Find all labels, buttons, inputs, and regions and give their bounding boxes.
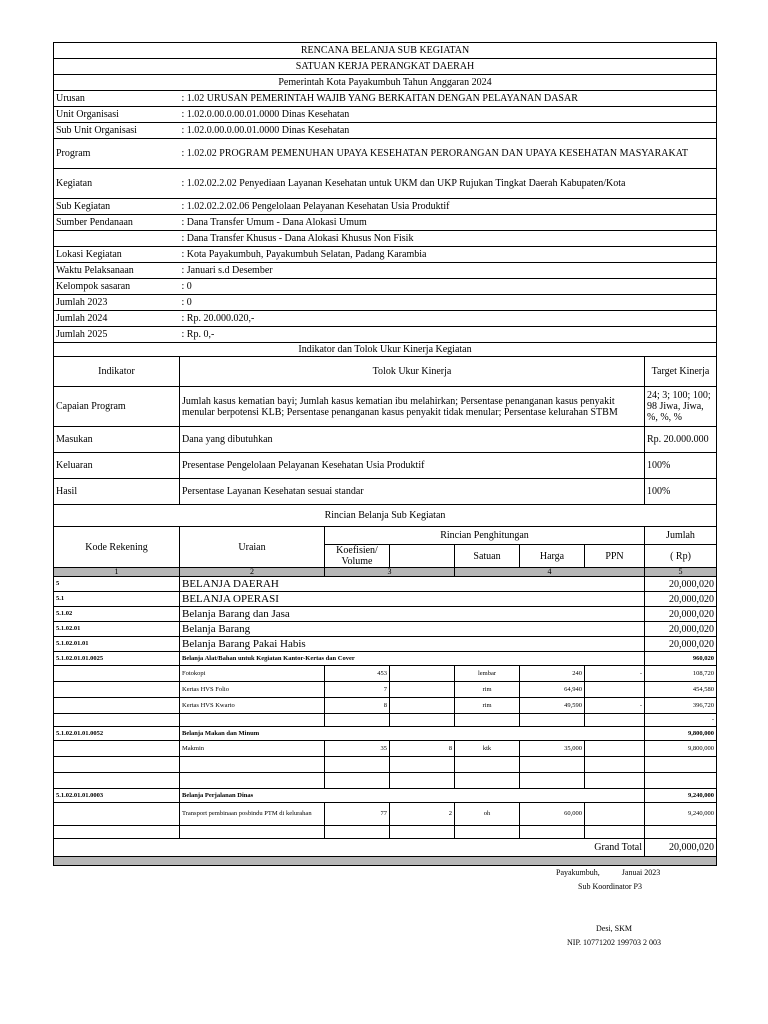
item-row bbox=[54, 682, 717, 698]
account-amount: 20,000,020 bbox=[645, 592, 717, 607]
info-row bbox=[54, 295, 717, 311]
item-unit: rim bbox=[455, 698, 520, 714]
info-row bbox=[54, 91, 717, 107]
item-price: 64,940 bbox=[520, 682, 585, 698]
indikator-tolok: Dana yang dibutuhkan bbox=[180, 427, 645, 453]
account-name: BELANJA OPERASI bbox=[180, 592, 645, 607]
info-row bbox=[54, 263, 717, 279]
group-amount: 960,020 bbox=[645, 652, 717, 666]
account-code: 5.1.02.01.01 bbox=[54, 637, 180, 652]
signature-nip: NIP. 10771202 199703 2 003 bbox=[567, 938, 662, 947]
item-volume: 77 bbox=[325, 803, 390, 826]
info-value: : 1.02 URUSAN PEMERINTAH WAJIB YANG BERKAITAN DENGAN PELAYANAN DASAR bbox=[180, 91, 717, 107]
info-value: : 1.02.02 PROGRAM PEMENUHAN UPAYA KESEHATAN PERORANGAN DAN UPAYA KESEHATAN MASYARAKAT bbox=[180, 139, 717, 169]
item-volume bbox=[325, 826, 390, 839]
signature-date: Januai 2023 bbox=[621, 868, 661, 877]
group-name: Belanja Perjalanan Dinas bbox=[180, 789, 645, 803]
indikator-header: Indikator bbox=[54, 357, 180, 387]
item-price bbox=[520, 757, 585, 773]
item-price bbox=[520, 826, 585, 839]
info-value: : 1.02.02.2.02.06 Pengelolaan Pelayanan Kesehatan Usia Produktif bbox=[180, 199, 717, 215]
info-value: : 0 bbox=[180, 295, 717, 311]
indikator-row bbox=[54, 427, 717, 453]
account-row bbox=[54, 607, 717, 622]
indikator-target: 100% bbox=[645, 453, 717, 479]
doc-year: Pemerintah Kota Payakumbuh Tahun Anggaran 2024 bbox=[54, 75, 717, 91]
indikator-name: Hasil bbox=[54, 479, 180, 505]
info-label: Sub Kegiatan bbox=[54, 199, 180, 215]
ppn-header: PPN bbox=[585, 545, 645, 568]
item-amount bbox=[645, 773, 717, 789]
column-number-row bbox=[54, 568, 717, 577]
item-row bbox=[54, 698, 717, 714]
target-header: Target Kinerja bbox=[645, 357, 717, 387]
col-num: 2 bbox=[180, 568, 325, 577]
info-label: Jumlah 2025 bbox=[54, 327, 180, 343]
signature-role: Sub Koordinator P3 bbox=[578, 882, 642, 891]
item-volume bbox=[325, 714, 390, 727]
item-row bbox=[54, 666, 717, 682]
info-value: : Dana Transfer Umum - Dana Alokasi Umum bbox=[180, 215, 717, 231]
item-ppn bbox=[585, 803, 645, 826]
satuan-header: Satuan bbox=[455, 545, 520, 568]
kode-header: Kode Rekening bbox=[54, 527, 180, 568]
item-ppn bbox=[585, 714, 645, 727]
account-code: 5.1 bbox=[54, 592, 180, 607]
item-code bbox=[54, 714, 180, 727]
item-amount bbox=[645, 757, 717, 773]
group-row bbox=[54, 652, 717, 666]
item-volume bbox=[325, 773, 390, 789]
group-name: Belanja Makan dan Minum bbox=[180, 727, 645, 741]
account-row bbox=[54, 637, 717, 652]
info-row bbox=[54, 279, 717, 295]
info-value: : 1.02.02.2.02 Penyediaan Layanan Kesehatan untuk UKM dan UKP Rujukan Tingkat Daerah Kabupaten/Kota bbox=[180, 169, 717, 199]
group-amount: 9,800,000 bbox=[645, 727, 717, 741]
info-label: Sub Unit Organisasi bbox=[54, 123, 180, 139]
info-label: Sumber Pendanaan bbox=[54, 215, 180, 231]
item-volume-2 bbox=[390, 698, 455, 714]
item-desc: Kertas HVS Kwarto bbox=[180, 698, 325, 714]
item-price: 60,000 bbox=[520, 803, 585, 826]
item-desc bbox=[180, 714, 325, 727]
info-row bbox=[54, 215, 717, 231]
group-name: Belanja Alat/Bahan untuk Kegiatan Kantor-Kertas dan Cover bbox=[180, 652, 645, 666]
item-amount: 454,580 bbox=[645, 682, 717, 698]
item-code bbox=[54, 666, 180, 682]
account-code: 5.1.02.01 bbox=[54, 622, 180, 637]
signature-place: Payakumbuh, bbox=[556, 868, 600, 877]
account-row bbox=[54, 622, 717, 637]
info-label: Jumlah 2023 bbox=[54, 295, 180, 311]
info-value: : Rp. 0,- bbox=[180, 327, 717, 343]
item-ppn bbox=[585, 741, 645, 757]
info-row bbox=[54, 123, 717, 139]
indikator-target: Rp. 20.000.000 bbox=[645, 427, 717, 453]
item-ppn bbox=[585, 773, 645, 789]
item-unit bbox=[455, 714, 520, 727]
item-ppn bbox=[585, 757, 645, 773]
grand-total-row bbox=[54, 839, 717, 857]
budget-table bbox=[53, 42, 717, 866]
budget-document bbox=[53, 42, 716, 866]
info-value: : 0 bbox=[180, 279, 717, 295]
account-amount: 20,000,020 bbox=[645, 577, 717, 592]
group-row bbox=[54, 789, 717, 803]
rp-header: ( Rp) bbox=[645, 545, 717, 568]
info-label: Urusan bbox=[54, 91, 180, 107]
info-value: : Dana Transfer Khusus - Dana Alokasi Khusus Non Fisik bbox=[180, 231, 717, 247]
item-unit: ktk bbox=[455, 741, 520, 757]
account-row bbox=[54, 577, 717, 592]
item-row bbox=[54, 714, 717, 727]
item-desc: Makmin bbox=[180, 741, 325, 757]
item-volume: 7 bbox=[325, 682, 390, 698]
grand-total-label: Grand Total bbox=[54, 839, 645, 857]
harga-header: Harga bbox=[520, 545, 585, 568]
indikator-name: Masukan bbox=[54, 427, 180, 453]
item-ppn: - bbox=[585, 698, 645, 714]
rincian-title-row bbox=[54, 505, 717, 527]
koefisien-header: Koefisien/ Volume bbox=[325, 545, 390, 568]
item-amount bbox=[645, 826, 717, 839]
blank-header bbox=[390, 545, 455, 568]
info-label: Unit Organisasi bbox=[54, 107, 180, 123]
item-code bbox=[54, 773, 180, 789]
account-code: 5 bbox=[54, 577, 180, 592]
info-row bbox=[54, 327, 717, 343]
info-value: : 1.02.0.00.0.00.01.0000 Dinas Kesehatan bbox=[180, 123, 717, 139]
account-name: Belanja Barang Pakai Habis bbox=[180, 637, 645, 652]
tolok-header: Tolok Ukur Kinerja bbox=[180, 357, 645, 387]
info-value: : Kota Payakumbuh, Payakumbuh Selatan, Padang Karambia bbox=[180, 247, 717, 263]
item-desc bbox=[180, 757, 325, 773]
indikator-name: Capaian Program bbox=[54, 387, 180, 427]
account-name: Belanja Barang bbox=[180, 622, 645, 637]
indikator-target: 24; 3; 100; 100; 98 Jiwa, Jiwa, %, %, % bbox=[645, 387, 717, 427]
item-price bbox=[520, 714, 585, 727]
group-code: 5.1.02.01.01.0003 bbox=[54, 789, 180, 803]
rincian-title: Rincian Belanja Sub Kegiatan bbox=[54, 505, 717, 527]
item-desc: Kertas HVS Folio bbox=[180, 682, 325, 698]
info-row bbox=[54, 107, 717, 123]
col-num: 5 bbox=[645, 568, 717, 577]
info-row bbox=[54, 311, 717, 327]
item-unit bbox=[455, 757, 520, 773]
indikator-title-row bbox=[54, 343, 717, 357]
account-amount: 20,000,020 bbox=[645, 607, 717, 622]
info-label: Lokasi Kegiatan bbox=[54, 247, 180, 263]
item-desc bbox=[180, 826, 325, 839]
item-amount: 108,720 bbox=[645, 666, 717, 682]
col-num: 1 bbox=[54, 568, 180, 577]
item-volume-2 bbox=[390, 826, 455, 839]
col-num: 4 bbox=[455, 568, 645, 577]
item-unit bbox=[455, 826, 520, 839]
item-amount: 9,800,000 bbox=[645, 741, 717, 757]
item-price: 49,590 bbox=[520, 698, 585, 714]
item-desc: Fotokopi bbox=[180, 666, 325, 682]
indikator-target: 100% bbox=[645, 479, 717, 505]
indikator-name: Keluaran bbox=[54, 453, 180, 479]
account-row bbox=[54, 592, 717, 607]
item-ppn: - bbox=[585, 666, 645, 682]
info-label: Program bbox=[54, 139, 180, 169]
item-code bbox=[54, 826, 180, 839]
account-amount: 20,000,020 bbox=[645, 622, 717, 637]
item-row bbox=[54, 803, 717, 826]
info-label bbox=[54, 231, 180, 247]
info-label: Kegiatan bbox=[54, 169, 180, 199]
item-volume-2 bbox=[390, 682, 455, 698]
uraian-header: Uraian bbox=[180, 527, 325, 568]
item-unit: lembar bbox=[455, 666, 520, 682]
item-unit: oh bbox=[455, 803, 520, 826]
item-amount: 9,240,000 bbox=[645, 803, 717, 826]
item-desc: Transport pembinaan posbindu PTM di kelurahan bbox=[180, 803, 325, 826]
info-label: Kelompok sasaran bbox=[54, 279, 180, 295]
info-row bbox=[54, 247, 717, 263]
item-code bbox=[54, 698, 180, 714]
group-code: 5.1.02.01.01.0025 bbox=[54, 652, 180, 666]
item-unit bbox=[455, 773, 520, 789]
item-volume-2: 2 bbox=[390, 803, 455, 826]
perhitungan-header: Rincian Penghitungan bbox=[325, 527, 645, 545]
info-label: Waktu Pelaksanaan bbox=[54, 263, 180, 279]
footer-bar-row bbox=[54, 857, 717, 866]
account-name: Belanja Barang dan Jasa bbox=[180, 607, 645, 622]
col-num: 3 bbox=[325, 568, 455, 577]
account-name: BELANJA DAERAH bbox=[180, 577, 645, 592]
indikator-tolok: Persentase Layanan Kesehatan sesuai standar bbox=[180, 479, 645, 505]
info-row bbox=[54, 231, 717, 247]
info-row bbox=[54, 169, 717, 199]
info-value: : Januari s.d Desember bbox=[180, 263, 717, 279]
group-code: 5.1.02.01.01.0052 bbox=[54, 727, 180, 741]
rincian-header-row bbox=[54, 527, 717, 545]
signature-place-date bbox=[556, 868, 660, 877]
item-code bbox=[54, 803, 180, 826]
group-amount: 9,240,000 bbox=[645, 789, 717, 803]
indikator-row bbox=[54, 479, 717, 505]
item-code bbox=[54, 682, 180, 698]
indikator-header-row bbox=[54, 357, 717, 387]
info-row bbox=[54, 139, 717, 169]
item-volume: 8 bbox=[325, 698, 390, 714]
item-volume-2 bbox=[390, 666, 455, 682]
item-price bbox=[520, 773, 585, 789]
info-row bbox=[54, 199, 717, 215]
item-code bbox=[54, 741, 180, 757]
indikator-row bbox=[54, 387, 717, 427]
item-volume-2 bbox=[390, 714, 455, 727]
info-value: : Rp. 20.000.020,- bbox=[180, 311, 717, 327]
item-ppn bbox=[585, 826, 645, 839]
item-price: 35,000 bbox=[520, 741, 585, 757]
info-label: Jumlah 2024 bbox=[54, 311, 180, 327]
item-row bbox=[54, 826, 717, 839]
item-ppn bbox=[585, 682, 645, 698]
indikator-row bbox=[54, 453, 717, 479]
item-unit: rim bbox=[455, 682, 520, 698]
item-amount: - bbox=[645, 714, 717, 727]
indikator-title: Indikator dan Tolok Ukur Kinerja Kegiatan bbox=[54, 343, 717, 357]
item-volume: 35 bbox=[325, 741, 390, 757]
info-value: : 1.02.0.00.0.00.01.0000 Dinas Kesehatan bbox=[180, 107, 717, 123]
doc-title: RENCANA BELANJA SUB KEGIATAN bbox=[54, 43, 717, 59]
indikator-tolok: Presentase Pengelolaan Pelayanan Kesehatan Usia Produktif bbox=[180, 453, 645, 479]
group-row bbox=[54, 727, 717, 741]
item-code bbox=[54, 757, 180, 773]
doc-subtitle: SATUAN KERJA PERANGKAT DAERAH bbox=[54, 59, 717, 75]
item-desc bbox=[180, 773, 325, 789]
item-price: 240 bbox=[520, 666, 585, 682]
item-row bbox=[54, 773, 717, 789]
item-amount: 396,720 bbox=[645, 698, 717, 714]
item-row bbox=[54, 741, 717, 757]
footer-bar bbox=[54, 857, 717, 866]
account-amount: 20,000,020 bbox=[645, 637, 717, 652]
item-volume-2 bbox=[390, 773, 455, 789]
grand-total-amount: 20,000,020 bbox=[645, 839, 717, 857]
item-volume: 453 bbox=[325, 666, 390, 682]
item-volume-2: 8 bbox=[390, 741, 455, 757]
indikator-tolok: Jumlah kasus kematian bayi; Jumlah kasus kematian ibu melahirkan; Persentase penanganan kasus penyakit menular berpotensi KLB; Persentase penanganan kasus penyakit tidak menular; Persentase kelurahan STBM bbox=[180, 387, 645, 427]
item-volume-2 bbox=[390, 757, 455, 773]
signature-name: Desi, SKM bbox=[596, 924, 633, 933]
item-volume bbox=[325, 757, 390, 773]
item-row bbox=[54, 757, 717, 773]
jumlah-header: Jumlah bbox=[645, 527, 717, 545]
account-code: 5.1.02 bbox=[54, 607, 180, 622]
